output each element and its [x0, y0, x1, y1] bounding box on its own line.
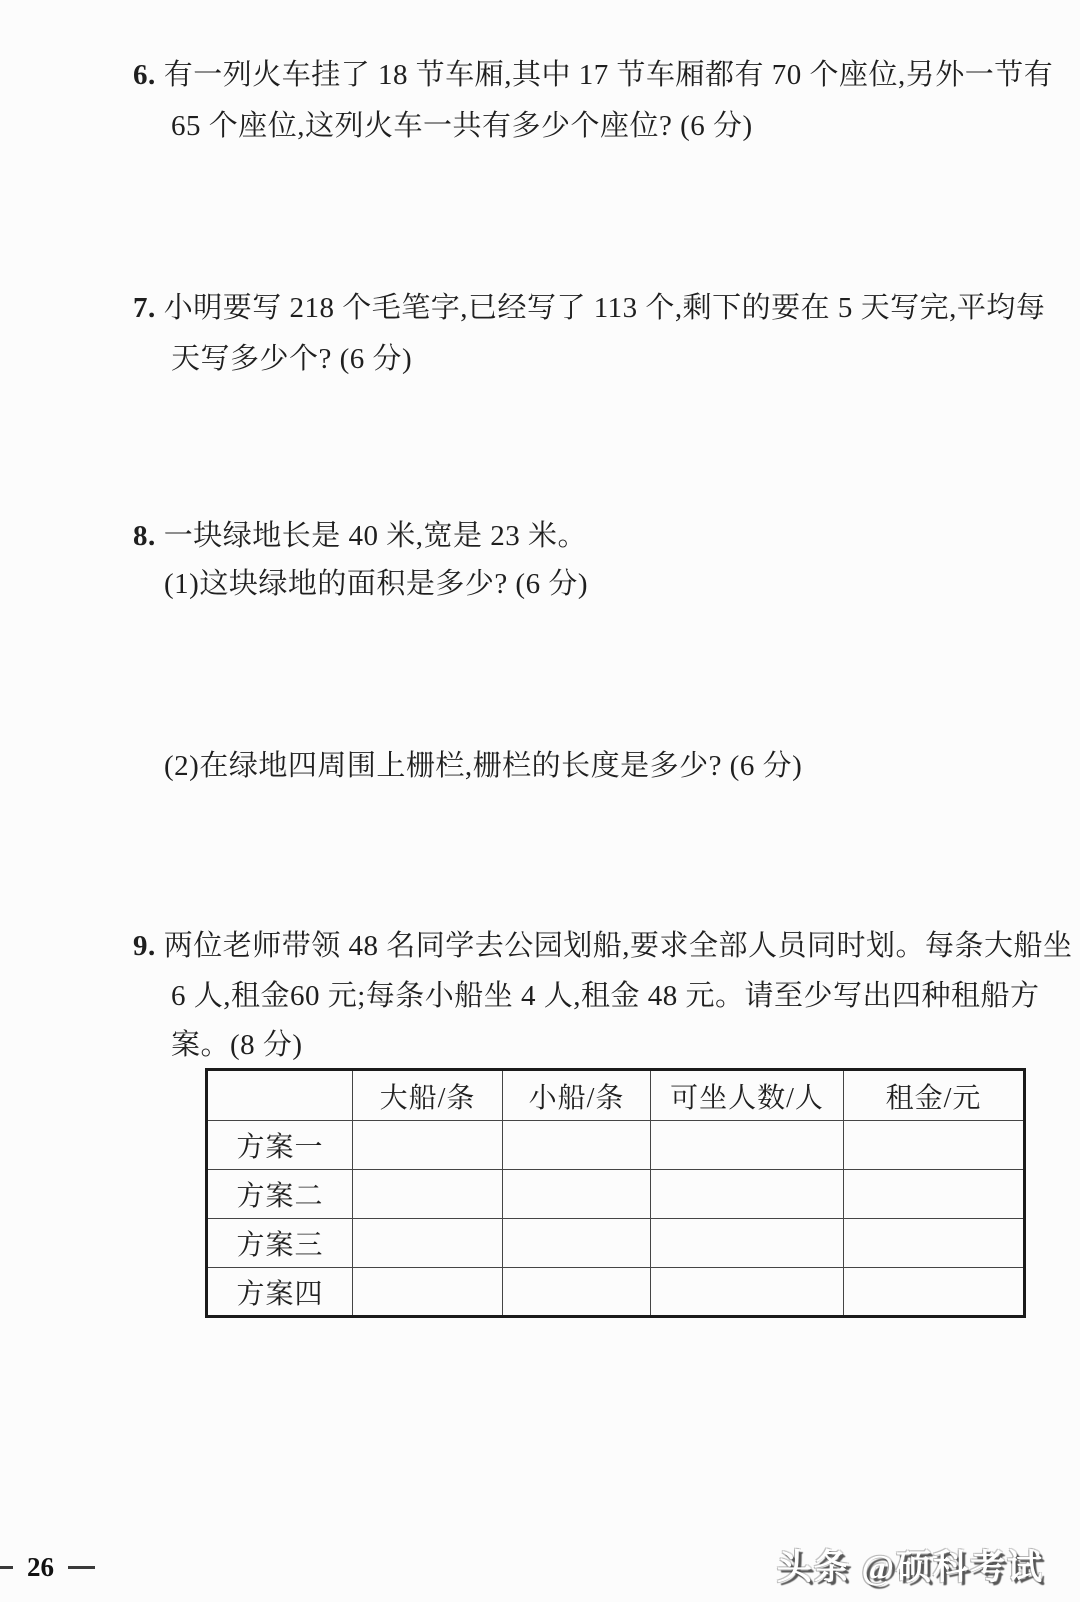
question-7-text-1: 小明要写 218 个毛笔字,已经写了 113 个,剩下的要在 5 天写完,平均每: [163, 292, 1046, 324]
table-cell-empty: [651, 1170, 844, 1219]
table-row-plan-2: [207, 1170, 1025, 1219]
question-6-line-2: 65 个座位,这列火车一共有多少个座位? (6 分): [171, 110, 753, 142]
table-row-plan-1: [207, 1121, 1025, 1170]
table-cell-empty: [353, 1268, 503, 1317]
question-6-line-1: [133, 58, 1053, 92]
boat-plan-table: [205, 1068, 1026, 1318]
table-header-small-boat: 小船/条: [503, 1070, 651, 1121]
table-header-seats: 可坐人数/人: [651, 1070, 844, 1121]
table-cell-empty: [503, 1268, 651, 1317]
table-cell-empty: [844, 1268, 1025, 1317]
question-9-text-1: 两位老师带领 48 名同学去公园划船,要求全部人员同时划。每条大船坐: [163, 930, 1073, 962]
row-label-plan-1: 方案一: [207, 1121, 353, 1170]
table-cell-empty: [844, 1170, 1025, 1219]
question-9-line-3: 案。(8 分): [171, 1029, 303, 1061]
row-label-plan-2: 方案二: [207, 1170, 353, 1219]
question-9-number: 9.: [133, 930, 156, 962]
table-cell-empty: [651, 1219, 844, 1268]
table-row-plan-4: [207, 1268, 1025, 1317]
page-number: 26: [27, 1552, 54, 1582]
watermark-text: 头条 @硕科考试: [776, 1548, 1044, 1587]
table-cell-empty: [353, 1219, 503, 1268]
question-8-text-1: 一块绿地长是 40 米,宽是 23 米。: [163, 520, 588, 552]
table-header-blank: [207, 1070, 353, 1121]
page-number-footer: [0, 1552, 95, 1583]
row-label-plan-4: 方案四: [207, 1268, 353, 1317]
table-cell-empty: [844, 1219, 1025, 1268]
table-header-big-boat: 大船/条: [353, 1070, 503, 1121]
question-8-subpart-1: (1)这块绿地的面积是多少? (6 分): [164, 568, 589, 600]
question-6-text-1: 有一列火车挂了 18 节车厢,其中 17 节车厢都有 70 个座位,另外一节有: [163, 59, 1054, 91]
table-row-plan-3: [207, 1219, 1025, 1268]
table-cell-empty: [503, 1219, 651, 1268]
question-8-subpart-2: (2)在绿地四周围上栅栏,栅栏的长度是多少? (6 分): [164, 750, 803, 782]
question-6-number: 6.: [133, 59, 156, 91]
question-9-line-2: 6 人,租金60 元;每条小船坐 4 人,租金 48 元。请至少写出四种租船方: [171, 980, 1040, 1012]
question-7-number: 7.: [133, 292, 156, 324]
table-cell-empty: [844, 1121, 1025, 1170]
row-label-plan-3: 方案三: [207, 1219, 353, 1268]
table-cell-empty: [353, 1170, 503, 1219]
page-number-dash-left: [0, 1566, 13, 1569]
table-cell-empty: [353, 1121, 503, 1170]
table-cell-empty: [651, 1268, 844, 1317]
table-cell-empty: [503, 1170, 651, 1219]
question-8-line-1: [133, 519, 587, 553]
question-7-line-2: 天写多少个? (6 分): [171, 343, 413, 375]
table-header-rent: 租金/元: [844, 1070, 1025, 1121]
table-cell-empty: [503, 1121, 651, 1170]
question-9-line-1: [133, 929, 1073, 963]
table-header-row: [207, 1070, 1025, 1121]
table-cell-empty: [651, 1121, 844, 1170]
question-8-number: 8.: [133, 520, 156, 552]
page-number-dash-right: [68, 1566, 95, 1569]
question-7-line-1: [133, 291, 1045, 325]
